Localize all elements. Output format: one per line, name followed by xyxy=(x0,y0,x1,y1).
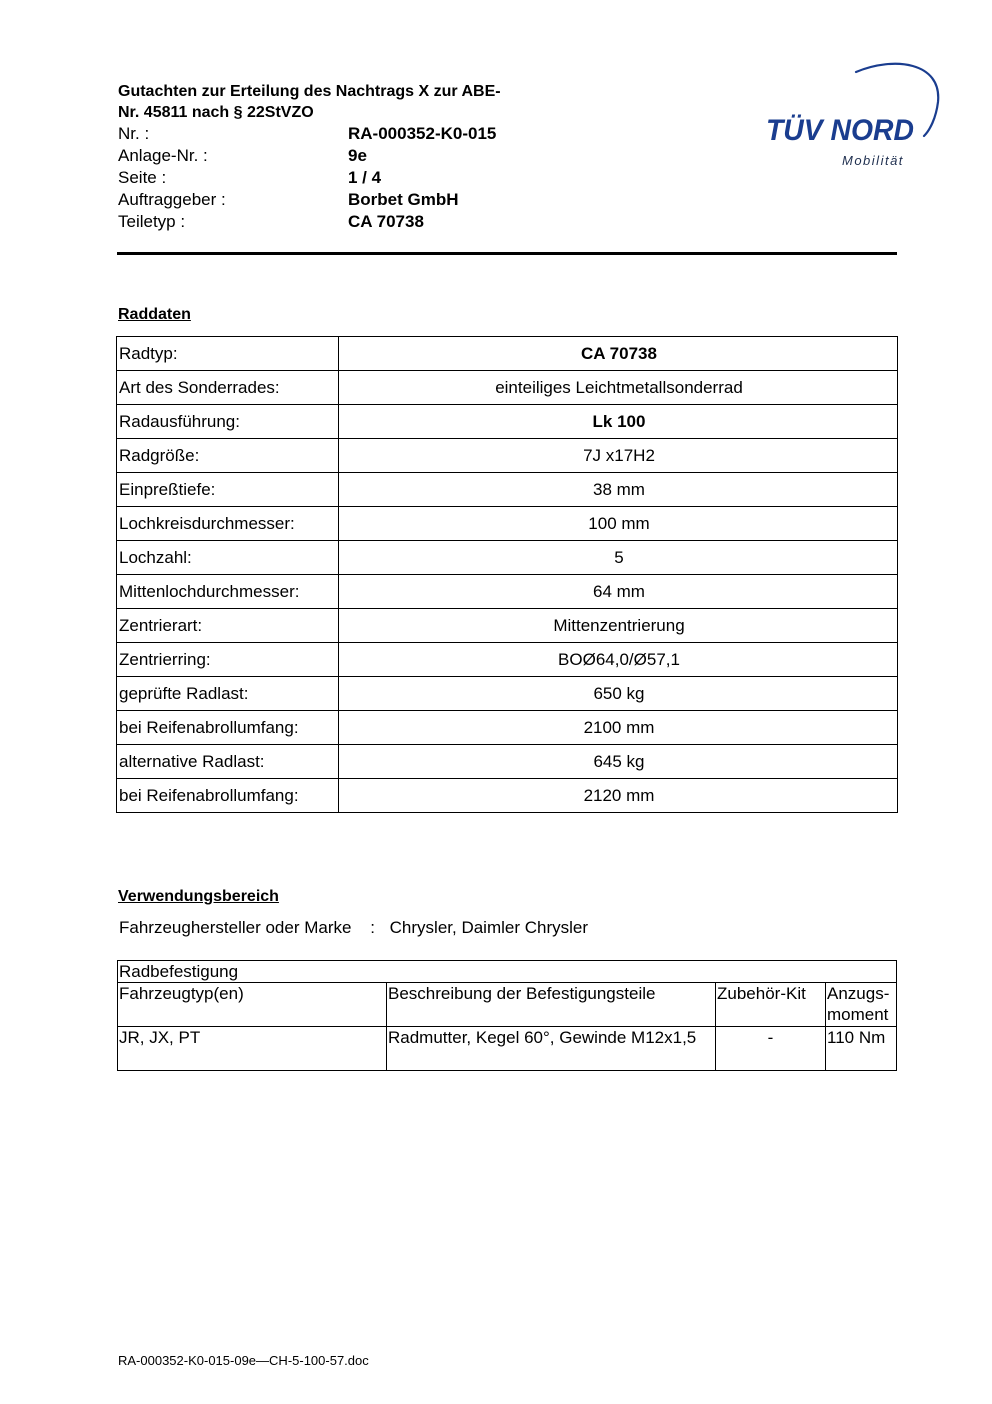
verwendung-heading: Verwendungsbereich xyxy=(118,888,279,905)
row-label: alternative Radlast: xyxy=(117,745,339,779)
title-line-2: Nr. 45811 nach § 22StVZO xyxy=(118,104,314,121)
hersteller-label: Fahrzeughersteller oder Marke xyxy=(119,918,352,937)
table-row xyxy=(117,779,898,813)
row-value: einteiliges Leichtmetallsonderrad xyxy=(339,371,898,405)
row-label: Zentrierart: xyxy=(117,609,339,643)
table-row xyxy=(117,643,898,677)
cell-zubehoer-kit: - xyxy=(716,1027,826,1071)
row-label: Radgröße: xyxy=(117,439,339,473)
logo-subtitle: Mobilität xyxy=(842,153,904,168)
table-row xyxy=(117,711,898,745)
row-label: Zentrierring: xyxy=(117,643,339,677)
document-title xyxy=(118,81,501,123)
title-line-1: Gutachten zur Erteilung des Nachtrags X zur ABE- xyxy=(118,83,501,100)
header-cell: Beschreibung der Befestigungsteile xyxy=(387,983,716,1027)
hersteller-value: Chrysler, Daimler Chrysler xyxy=(389,918,589,937)
field-value: CA 70738 xyxy=(348,212,424,231)
table-row xyxy=(117,745,898,779)
header-cell: Fahrzeugtyp(en) xyxy=(118,983,387,1027)
row-value: Mittenzentrierung xyxy=(339,609,898,643)
table-row xyxy=(117,677,898,711)
row-value: 100 mm xyxy=(339,507,898,541)
logo-wordmark: TÜV NORD xyxy=(766,114,914,147)
raddaten-heading: Raddaten xyxy=(118,306,191,323)
table-row xyxy=(117,473,898,507)
row-value: 645 kg xyxy=(339,745,898,779)
table-title-row xyxy=(118,961,897,983)
row-value: 64 mm xyxy=(339,575,898,609)
radbefestigung-table xyxy=(117,960,897,1071)
row-value: 650 kg xyxy=(339,677,898,711)
row-label: Art des Sonderrades: xyxy=(117,371,339,405)
row-label: Lochzahl: xyxy=(117,541,339,575)
table-row xyxy=(117,439,898,473)
row-label: Mittenlochdurchmesser: xyxy=(117,575,339,609)
field-value: 9e xyxy=(348,146,367,165)
field-label: Teiletyp : xyxy=(118,212,186,231)
row-value: Lk 100 xyxy=(339,405,898,439)
row-value: 38 mm xyxy=(339,473,898,507)
table-row xyxy=(117,337,898,371)
table-row xyxy=(117,541,898,575)
hersteller-separator: : xyxy=(370,918,375,937)
tuv-nord-logo xyxy=(764,58,944,174)
footer-filename: RA-000352-K0-015-09e—CH-5-100-57.doc xyxy=(118,1353,369,1368)
table-title: Radbefestigung xyxy=(118,961,897,983)
field-label: Anlage-Nr. : xyxy=(118,146,208,165)
row-value: CA 70738 xyxy=(339,337,898,371)
table-row xyxy=(117,609,898,643)
table-row xyxy=(117,507,898,541)
table-row xyxy=(117,371,898,405)
field-label: Seite : xyxy=(118,168,167,187)
field-value: Borbet GmbH xyxy=(348,190,459,209)
table-header-row xyxy=(118,983,897,1027)
row-label: Radtyp: xyxy=(117,337,339,371)
field-value: 1 / 4 xyxy=(348,168,382,187)
row-value: 2100 mm xyxy=(339,711,898,745)
cell-fahrzeugtyp: JR, JX, PT xyxy=(118,1027,387,1071)
hersteller-line xyxy=(119,918,588,938)
row-value: 5 xyxy=(339,541,898,575)
table-row xyxy=(117,575,898,609)
row-value: BOØ64,0/Ø57,1 xyxy=(339,643,898,677)
row-value: 7J x17H2 xyxy=(339,439,898,473)
row-label: Lochkreisdurchmesser: xyxy=(117,507,339,541)
table-row xyxy=(117,405,898,439)
cell-beschreibung: Radmutter, Kegel 60°, Gewinde M12x1,5 xyxy=(387,1027,716,1071)
row-label: bei Reifenabrollumfang: xyxy=(117,711,339,745)
header-cell: Zubehör-Kit xyxy=(716,983,826,1027)
cell-anzugsmoment: 110 Nm xyxy=(826,1027,897,1071)
field-label: Auftraggeber : xyxy=(118,190,226,209)
field-label: Nr. : xyxy=(118,124,150,143)
row-label: bei Reifenabrollumfang: xyxy=(117,779,339,813)
header-cell: Anzugs-moment xyxy=(826,983,897,1027)
table-row xyxy=(118,1027,897,1071)
header-rule xyxy=(117,252,897,255)
row-label: Radausführung: xyxy=(117,405,339,439)
field-value: RA-000352-K0-015 xyxy=(348,124,497,143)
row-value: 2120 mm xyxy=(339,779,898,813)
raddaten-table xyxy=(116,336,898,813)
row-label: Einpreßtiefe: xyxy=(117,473,339,507)
row-label: geprüfte Radlast: xyxy=(117,677,339,711)
